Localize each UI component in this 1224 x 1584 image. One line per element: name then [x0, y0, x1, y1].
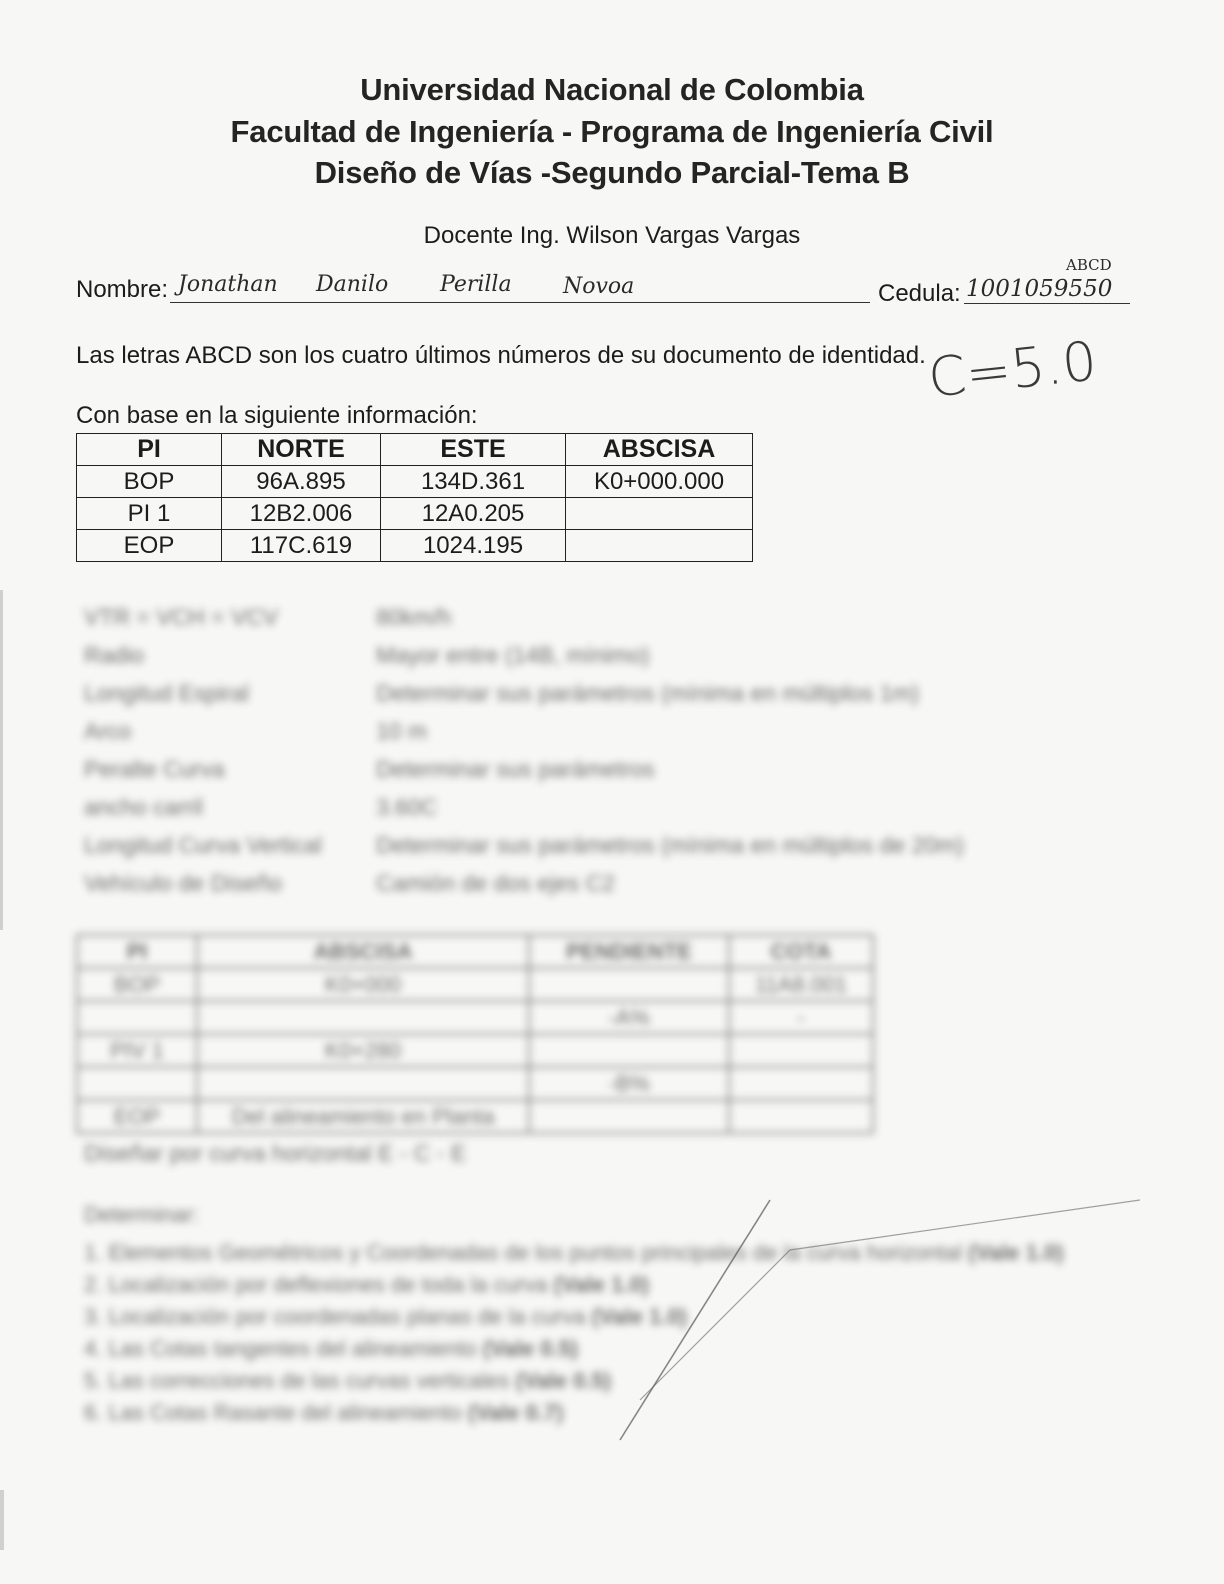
table-row — [77, 1100, 873, 1133]
design-note: Diseñar por curva horizontal E - C - E — [84, 1140, 467, 1166]
coordinates-table — [76, 433, 753, 562]
param-row — [84, 870, 984, 908]
cell-pi: EOP — [77, 530, 222, 562]
vertical-alignment-table — [76, 934, 874, 1134]
name-label: Nombre: — [76, 276, 169, 303]
scan-edge-mark — [0, 590, 3, 930]
param-row — [84, 832, 984, 870]
param-row — [84, 680, 984, 718]
cell-norte: 12B2.006 — [222, 498, 381, 530]
param-value: 80km/h — [376, 604, 452, 630]
col-header-pendiente: PENDIENTE — [529, 935, 729, 968]
faculty-title: Facultad de Ingeniería - Programa de Ingeniería Civil — [230, 114, 994, 149]
col-header-abscisa: ABSCISA — [197, 935, 529, 968]
param-label: ancho carril — [84, 794, 203, 820]
param-value: 10 m — [376, 718, 428, 744]
table-row — [77, 498, 753, 530]
table-row — [77, 1067, 873, 1100]
abcd-annotation: ABCD — [1066, 256, 1112, 274]
col-header-pi: PI — [77, 434, 222, 466]
param-value: 3.60C — [376, 794, 438, 820]
task-value: (Vale 0.5) — [482, 1336, 579, 1361]
cell-cota: - — [729, 1001, 873, 1034]
col-header-este: ESTE — [381, 434, 566, 466]
cell-cota — [729, 1100, 873, 1133]
task-value: (Vale 0.5) — [515, 1368, 612, 1393]
cell-pendiente: -B% — [529, 1067, 729, 1100]
col-header-pi: PI — [77, 935, 197, 968]
cell-pi — [77, 1001, 197, 1034]
task-value: (Vale 1.0) — [968, 1240, 1064, 1265]
task-text: 3. Localización por coordenadas planas de la curva — [84, 1304, 586, 1329]
cell-cota — [729, 1034, 873, 1067]
cell-abscisa: K0+000 — [197, 968, 529, 1001]
cedula-value: 1001059550 — [966, 276, 1113, 302]
cell-este: 1024.195 — [381, 530, 566, 562]
task-text: 5. Las correcciones de las curvas verticales — [84, 1368, 510, 1393]
param-label: Radio — [84, 642, 145, 668]
param-row — [84, 718, 984, 756]
table-row — [77, 530, 753, 562]
param-label: Arco — [84, 718, 132, 744]
task-text: 2. Localización por deflexiones de toda la curva — [84, 1272, 548, 1297]
param-label: Peralte Curva — [84, 756, 225, 782]
student-second-name: Danilo — [316, 272, 389, 297]
col-header-norte: NORTE — [222, 434, 381, 466]
table-row — [77, 1001, 873, 1034]
param-value: Mayor entre (14B, mínimo) — [376, 642, 650, 668]
table-row — [77, 466, 753, 498]
param-row — [84, 794, 984, 832]
university-title: Universidad Nacional de Colombia — [360, 72, 864, 107]
task-value: (Vale 0.7) — [468, 1400, 564, 1425]
cell-abscisa: K0+280 — [197, 1034, 529, 1067]
cell-pi: BOP — [77, 968, 197, 1001]
handwritten-grade: C=5.0 — [925, 329, 1100, 410]
cell-pendiente — [529, 968, 729, 1001]
param-row — [84, 642, 984, 680]
pen-strike-marks — [600, 1190, 1160, 1450]
col-header-abscisa: ABSCISA — [566, 434, 753, 466]
student-second-surname: Novoa — [563, 274, 635, 299]
param-label: Vehículo de Diseño — [84, 870, 283, 896]
param-row — [84, 756, 984, 794]
table-row — [77, 1034, 873, 1067]
cell-norte: 96A.895 — [222, 466, 381, 498]
cell-norte: 117C.619 — [222, 530, 381, 562]
cedula-label: Cedula: — [878, 280, 961, 307]
name-underline — [170, 302, 870, 303]
cell-pendiente — [529, 1034, 729, 1067]
param-value: Camión de dos ejes C2 — [376, 870, 616, 896]
cell-abscisa: K0+000.000 — [566, 466, 753, 498]
cell-pi: PIV 1 — [77, 1034, 197, 1067]
cell-pi — [77, 1067, 197, 1100]
intro-text: Las letras ABCD son los cuatro últimos números de su documento de identidad. — [76, 342, 926, 369]
cell-pi: BOP — [77, 466, 222, 498]
cell-abscisa: Del alineamiento en Planta — [197, 1100, 529, 1133]
exam-title: Diseño de Vías -Segundo Parcial-Tema B — [314, 155, 910, 190]
cedula-underline — [964, 303, 1130, 304]
design-parameters — [84, 604, 984, 908]
determine-label: Determinar: — [84, 1202, 199, 1227]
cell-pi: EOP — [77, 1100, 197, 1133]
col-header-cota: COTA — [729, 935, 873, 968]
param-value: Determinar sus parámetros (mínima en múltiplos 1m) — [376, 680, 920, 706]
param-value: Determinar sus parámetros (mínima en múltiplos de 20m) — [376, 832, 964, 858]
param-value: Determinar sus parámetros — [376, 756, 655, 782]
cell-cota: 11A8.001 — [729, 968, 873, 1001]
task-value: (Vale 1.0) — [591, 1304, 687, 1329]
student-first-surname: Perilla — [440, 272, 512, 297]
task-value: (Vale 1.0) — [553, 1272, 650, 1297]
base-info-text: Con base en la siguiente información: — [76, 402, 478, 429]
param-label: Longitud Espiral — [84, 680, 249, 706]
cell-abscisa — [197, 1001, 529, 1034]
cell-este: 134D.361 — [381, 466, 566, 498]
cell-este: 12A0.205 — [381, 498, 566, 530]
cell-abscisa — [566, 498, 753, 530]
cell-pi: PI 1 — [77, 498, 222, 530]
cell-pendiente — [529, 1100, 729, 1133]
table-row — [77, 968, 873, 1001]
teacher-name: Docente Ing. Wilson Vargas Vargas — [423, 222, 801, 249]
cell-abscisa — [566, 530, 753, 562]
scan-edge-mark — [0, 1490, 4, 1550]
cell-cota — [729, 1067, 873, 1100]
param-row — [84, 604, 984, 642]
cell-pendiente: -A% — [529, 1001, 729, 1034]
task-text: 1. Elementos Geométricos y Coordenadas de los puntos principales de la curva horizontal — [84, 1240, 963, 1265]
cell-abscisa — [197, 1067, 529, 1100]
param-label: VTR = VCH = VCV — [84, 604, 279, 630]
task-text: 6. Las Cotas Rasante del alineamiento — [84, 1400, 462, 1425]
student-first-name: Jonathan — [178, 272, 278, 297]
param-label: Longitud Curva Vertical — [84, 832, 322, 858]
task-text: 4. Las Cotas tangentes del alineamiento — [84, 1336, 477, 1361]
